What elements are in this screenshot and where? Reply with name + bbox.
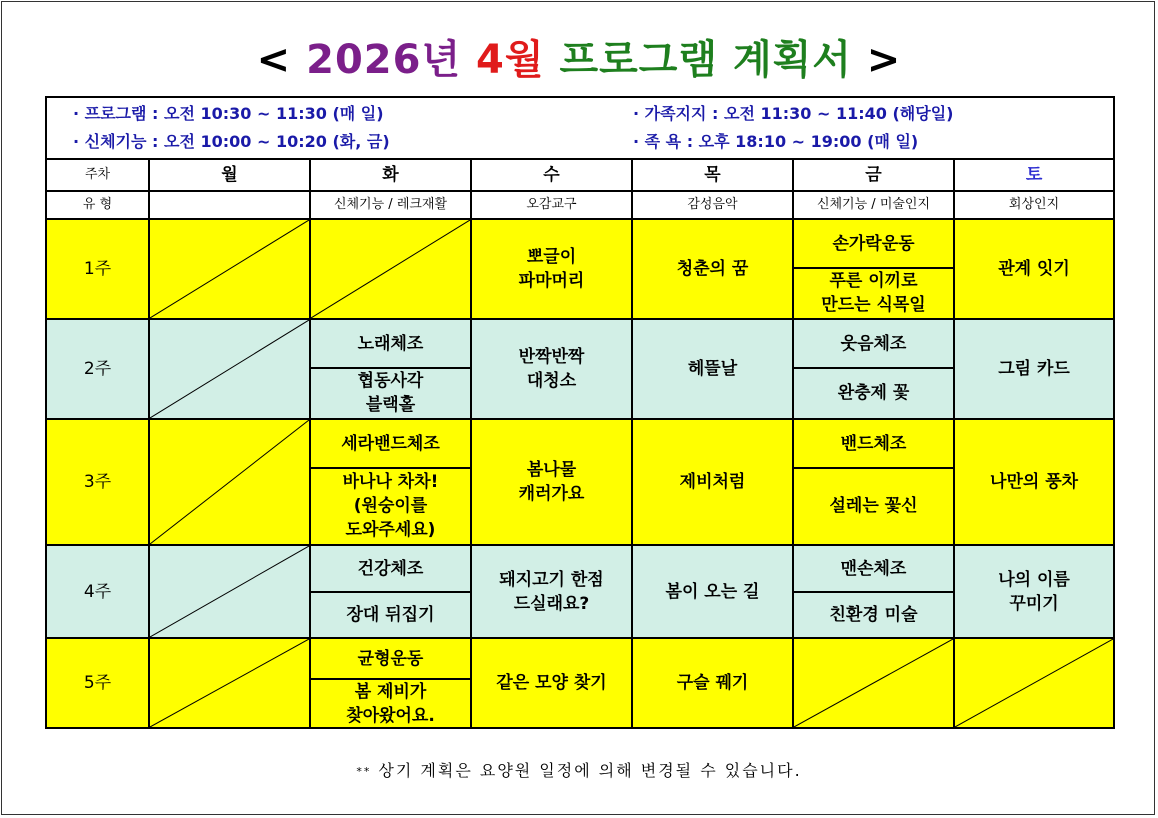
type-sat: 회상인지 <box>954 191 1114 219</box>
type-row <box>46 191 1114 219</box>
empty-cell-mon <box>149 219 310 319</box>
program-fri-bottom: 설레는 꽃신 <box>794 467 953 543</box>
header-row <box>46 159 1114 191</box>
info-physical: · 신체기능 : 오전 10:00 ~ 10:20 (화, 금) <box>73 132 390 151</box>
header-fri: 금 <box>793 159 954 191</box>
program-sat: 나의 이름 꾸미기 <box>954 545 1114 638</box>
program-fri <box>793 419 954 545</box>
week-row <box>46 638 1114 728</box>
footnote-stars: ** <box>356 765 372 778</box>
program-tue <box>310 638 471 728</box>
header-tue: 화 <box>310 159 471 191</box>
type-label: 유 형 <box>46 191 149 219</box>
week-label: 1주 <box>46 219 149 319</box>
diagonal-slash <box>150 420 309 544</box>
program-wed: 반짝반짝 대청소 <box>471 319 632 419</box>
type-thu: 감성음악 <box>632 191 793 219</box>
program-fri-top: 손가락운동 <box>832 234 915 254</box>
week-row <box>46 419 1114 545</box>
info-family: · 가족지지 : 오전 11:30 ~ 11:40 (해당일) <box>633 104 954 123</box>
type-wed: 오감교구 <box>471 191 632 219</box>
week-label: 3주 <box>46 419 149 545</box>
program-fri-top: 맨손체조 <box>840 559 907 579</box>
program-wed: 봄나물 캐러가요 <box>471 419 632 545</box>
week-label: 5주 <box>46 638 149 728</box>
program-sat: 나만의 풍차 <box>954 419 1114 545</box>
program-tue <box>310 319 471 419</box>
header-week: 주차 <box>46 159 149 191</box>
empty-cell-fri <box>793 638 954 728</box>
program-thu: 봄이 오는 길 <box>632 545 793 638</box>
program-fri-bottom: 친환경 미술 <box>794 591 953 636</box>
diagonal-slash <box>311 220 470 318</box>
diagonal-slash <box>955 639 1113 727</box>
program-tue-top: 건강체조 <box>357 559 424 579</box>
diagonal-slash <box>794 639 953 727</box>
week-label: 2주 <box>46 319 149 419</box>
program-fri <box>793 545 954 638</box>
info-program: · 프로그램 : 오전 10:30 ~ 11:30 (매 일) <box>73 104 384 123</box>
title-text: 프로그램 계획서 <box>559 37 852 83</box>
empty-cell-sat <box>954 638 1114 728</box>
type-tue: 신체기능 / 레크재활 <box>310 191 471 219</box>
program-thu: 헤뜰날 <box>632 319 793 419</box>
program-fri-top: 웃음체조 <box>840 334 907 354</box>
program-tue <box>310 419 471 545</box>
program-tue-bottom: 협동사각 블랙홀 <box>311 367 470 417</box>
diagonal-slash <box>150 546 309 637</box>
title-year: 2026년 <box>306 37 462 83</box>
header-mon: 월 <box>149 159 310 191</box>
type-fri: 신체기능 / 미술인지 <box>793 191 954 219</box>
program-tue-top: 세라밴드체조 <box>341 434 440 454</box>
empty-cell-mon <box>149 319 310 419</box>
diagonal-slash <box>150 220 309 318</box>
empty-cell-mon <box>149 419 310 545</box>
program-tue-top: 노래체조 <box>357 334 424 354</box>
program-sat: 관계 잇기 <box>954 219 1114 319</box>
empty-cell-mon <box>149 638 310 728</box>
program-fri-top: 밴드체조 <box>840 434 907 454</box>
program-wed: 같은 모양 찾기 <box>471 638 632 728</box>
program-fri-bottom: 푸른 이끼로 만드는 식목일 <box>794 267 953 317</box>
info-box <box>46 97 1114 159</box>
week-row <box>46 545 1114 638</box>
week-row <box>46 319 1114 419</box>
program-thu: 구슬 꿰기 <box>632 638 793 728</box>
program-fri <box>793 219 954 319</box>
week-label: 4주 <box>46 545 149 638</box>
program-sat: 그림 카드 <box>954 319 1114 419</box>
schedule-table <box>45 96 1115 729</box>
footnote-text: 상기 계획은 요양원 일정에 의해 변경될 수 있습니다. <box>378 761 802 780</box>
program-tue-bottom: 장대 뒤집기 <box>311 591 470 636</box>
type-mon <box>149 191 310 219</box>
program-fri <box>793 319 954 419</box>
program-fri-bottom: 완충제 꽃 <box>794 367 953 417</box>
diagonal-slash <box>150 320 309 418</box>
program-thu: 제비처럼 <box>632 419 793 545</box>
program-wed: 돼지고기 한점 드실래요? <box>471 545 632 638</box>
empty-cell-mon <box>149 545 310 638</box>
diagonal-slash <box>150 639 309 727</box>
footnote <box>0 758 1158 781</box>
program-tue-bottom: 바나나 차차! (원숭이를 도와주세요) <box>311 467 470 543</box>
empty-cell-tue <box>310 219 471 319</box>
header-wed: 수 <box>471 159 632 191</box>
title-close-bracket: > <box>866 37 902 83</box>
title-open-bracket: < <box>256 37 292 83</box>
header-sat: 토 <box>954 159 1114 191</box>
program-tue <box>310 545 471 638</box>
program-tue-top: 균형운동 <box>357 649 424 669</box>
program-thu: 청춘의 꿈 <box>632 219 793 319</box>
program-wed: 뽀글이 파마머리 <box>471 219 632 319</box>
program-tue-bottom: 봄 제비가 찾아왔어요. <box>311 678 470 728</box>
info-bath: · 족 욕 : 오후 18:10 ~ 19:00 (매 일) <box>633 132 919 151</box>
page-title <box>0 28 1158 85</box>
title-month: 4월 <box>476 37 545 83</box>
header-thu: 목 <box>632 159 793 191</box>
week-row <box>46 219 1114 319</box>
